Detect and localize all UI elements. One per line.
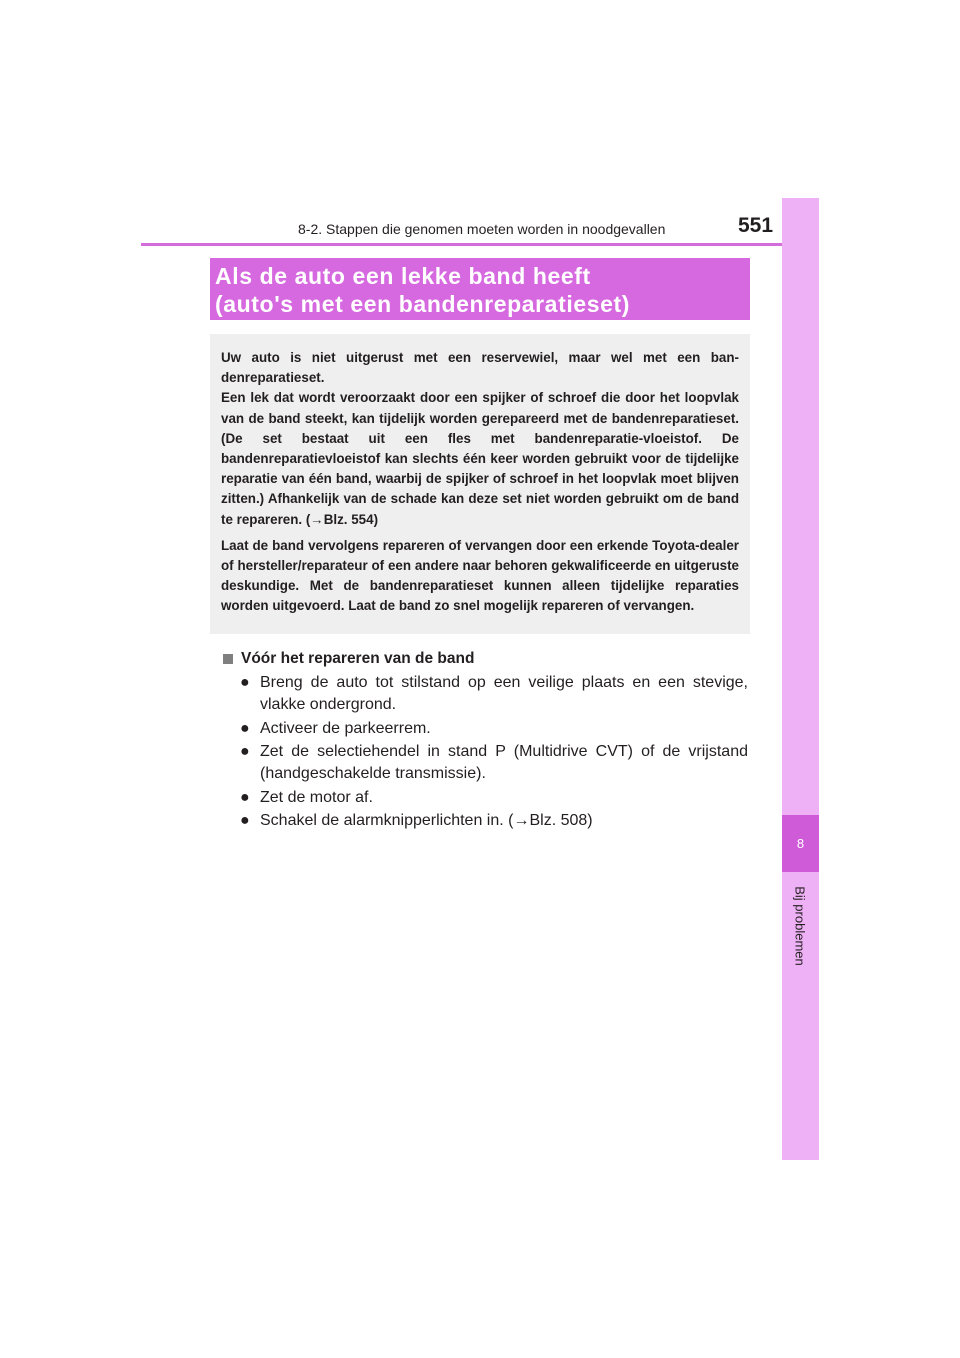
chapter-side-strip <box>782 198 819 1160</box>
bullet-dot-icon: ● <box>240 719 250 737</box>
list-item-text: Zet de selectiehendel in stand P (Multidrive CVT) of de vrijstand (handgeschakelde transmissie). <box>260 743 748 782</box>
list-item-text: Zet de motor af. <box>260 788 373 806</box>
header-divider <box>141 243 818 246</box>
chapter-number: 8 <box>796 836 805 851</box>
list-item <box>240 787 748 809</box>
list-item <box>240 672 748 716</box>
bullet-dot-icon: ● <box>240 788 250 806</box>
section-banner <box>210 258 750 320</box>
banner-title-line2: (auto's met een bandenreparatieset) <box>215 291 631 317</box>
subsection-heading <box>223 650 474 668</box>
list-item <box>240 810 748 832</box>
bullet-dot-icon: ● <box>240 812 250 829</box>
list-item <box>240 741 748 785</box>
chapter-tab <box>782 815 819 872</box>
bullet-dot-icon: ● <box>240 674 250 691</box>
page-number: 551 <box>738 214 774 237</box>
instruction-list <box>240 672 748 834</box>
banner-title-line1: Als de auto een lekke band heeft <box>215 263 591 289</box>
subsection-heading-text: Vóór het repareren van de band <box>241 650 475 667</box>
list-item-text: Schakel de alarmknipperlichten in. (→Blz. 508) <box>260 812 593 829</box>
square-bullet-icon <box>223 654 233 664</box>
header-section-title: 8-2. Stappen die genomen moeten worden in noodgevallen <box>298 221 666 237</box>
bullet-dot-icon: ● <box>240 743 250 760</box>
intro-paragraph-1: Uw auto is niet uitgerust met een reservewiel, maar wel met een ban-denreparatieset. Een lek dat wordt veroorzaakt door een spijker of schroef die door het loopvlak van de band steekt, kan tijdelijk worden gerepareerd met de bandenreparatieset. (De set bestaat uit een fles met bandenreparatie-vloeistof. De bandenreparatievloeistof kan slechts één keer worden gebruikt voor de tijdelijke reparatie van één band, waarbij de spijker of schroef in het loopvlak moet blijven zitten.) Afhankelijk van de schade kan deze set niet worden gebruikt om de band te repareren. (→Blz. 554) <box>221 350 739 527</box>
intro-box <box>210 334 750 634</box>
list-item-text: Breng de auto tot stilstand op een veilige plaats en een stevige, vlakke ondergrond. <box>260 674 748 713</box>
chapter-label: Bij problemen <box>792 886 808 966</box>
list-item <box>240 718 748 740</box>
list-item-text: Activeer de parkeerrem. <box>260 719 431 737</box>
intro-paragraph-2: Laat de band vervolgens repareren of vervangen door een erkende Toyota-dealer of hersteller/reparateur of een andere naar behoren gekwalificeerde en uitgeruste deskundige. Met de bandenreparatieset kunnen alleen tijdelijke reparaties worden uitgevoerd. Laat de band zo snel mogelijk repareren of vervangen. <box>221 537 739 614</box>
